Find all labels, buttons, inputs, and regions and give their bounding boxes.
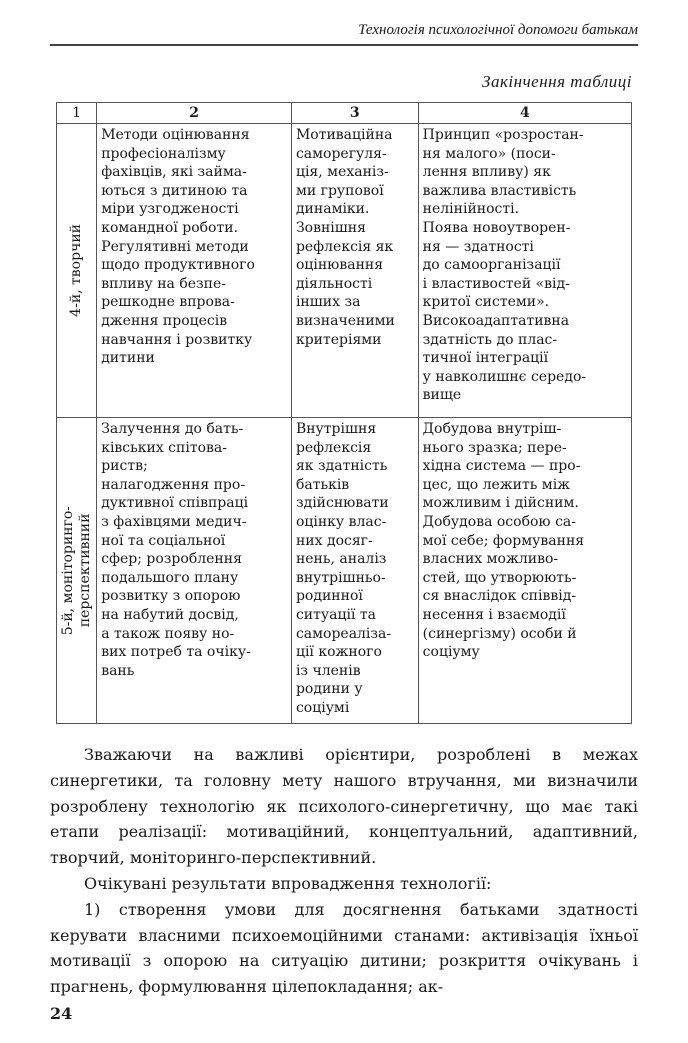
table-header-row bbox=[57, 103, 632, 124]
header-rule bbox=[50, 44, 638, 46]
mechanisms-text: Внутрішня рефлексія як здатність батьків здійснювати оцінку влас- них досяг- нень, аналіз внутрішньо- родинної ситуації та самореаліза- ції кожного із членів родини у соціумі bbox=[295, 421, 392, 716]
running-header: Технологія психологічної допомоги батькам bbox=[358, 22, 638, 38]
column-header-4: 4 bbox=[418, 103, 631, 124]
methods-text: Залучення до бать- ківських спітова- риств; налагодження про- дуктивної співпраці з фахівцями медич- ної та соціальної сфер; розроблення подальшого плану розвитку з опорою на набутий досвід, а також появу но- вих потреб та очіку- вань bbox=[101, 421, 251, 679]
body-text bbox=[50, 742, 638, 1000]
methods-cell bbox=[97, 124, 292, 418]
column-header-2: 2 bbox=[97, 103, 292, 124]
paragraph: 1) створення умови для досягнення батьками здатності керувати власними психоемоційними станами: активізація їхньої мотивації з опорою на ситуацію дитини; розкриття очікувань і прагнень, формулювання цілепокладання; ак- bbox=[50, 899, 638, 997]
stages-table bbox=[56, 102, 632, 724]
principles-cell bbox=[418, 418, 631, 724]
page-number: 24 bbox=[50, 1004, 73, 1023]
column-header-3: 3 bbox=[291, 103, 418, 124]
principles-text: Добудова внутріш- нього зразка; пере- хідна система — про- цес, що лежить між можливим і дійсним. Добудова особою са- мої себе; формування власних можливо- стей, що утворюють- ся внаслідок співвід- несення і взаємодії (синергізму) особи й соціуму bbox=[422, 421, 585, 661]
column-header-1: 1 bbox=[57, 103, 97, 124]
paragraph: Очікувані результати впровадження технології: bbox=[84, 873, 492, 893]
stage-label: 4-й, творчий bbox=[68, 224, 85, 317]
paragraph: Зважаючи на важливі орієнтири, розроблені в межах синергетики, та головну мету нашого втручання, ми визначили розроблену технологію як психолого-синергетичну, що має такі етапи реалізації: мотиваційний, концептуальний, адаптивний, творчий, моніторинго-перспективний. bbox=[50, 745, 638, 868]
stage-label-line-1: 5-й, моніторинго- bbox=[59, 505, 76, 636]
principles-text: Принцип «розростан- ня малого» (поси- лення впливу) як важлива властивість нелінійності. Поява новоутворен- ня — здатності до самоорганізації і властивостей «від- критої системи». Високоадаптативна здатність до плас- тичної інтеграції у навколишнє середо- вище bbox=[422, 127, 587, 404]
principles-cell bbox=[418, 124, 631, 418]
mechanisms-cell bbox=[291, 124, 418, 418]
table-row bbox=[57, 124, 632, 418]
mechanisms-text: Мотиваційна саморегуля- ція, механіз- ми групової динаміки. Зовнішня рефлексія як оцінювання діяльності інших за визначеними критеріями bbox=[295, 127, 395, 348]
table-row bbox=[57, 418, 632, 724]
methods-text: Методи оцінювання професіоналізму фахівців, які займа- ються з дитиною та міри узгодженості командної роботи. Регулятивні методи щодо продуктивного впливу на безпе- решкодне впрова- дження процесів навчання і розвитку дитини bbox=[101, 127, 255, 367]
mechanisms-cell bbox=[291, 418, 418, 724]
stage-label bbox=[60, 506, 94, 635]
stage-label-line-2: перспективний bbox=[76, 513, 93, 628]
table-caption: Закінчення таблиці bbox=[482, 72, 632, 91]
methods-cell bbox=[97, 418, 292, 724]
stage-cell bbox=[57, 124, 97, 418]
stage-cell bbox=[57, 418, 97, 724]
